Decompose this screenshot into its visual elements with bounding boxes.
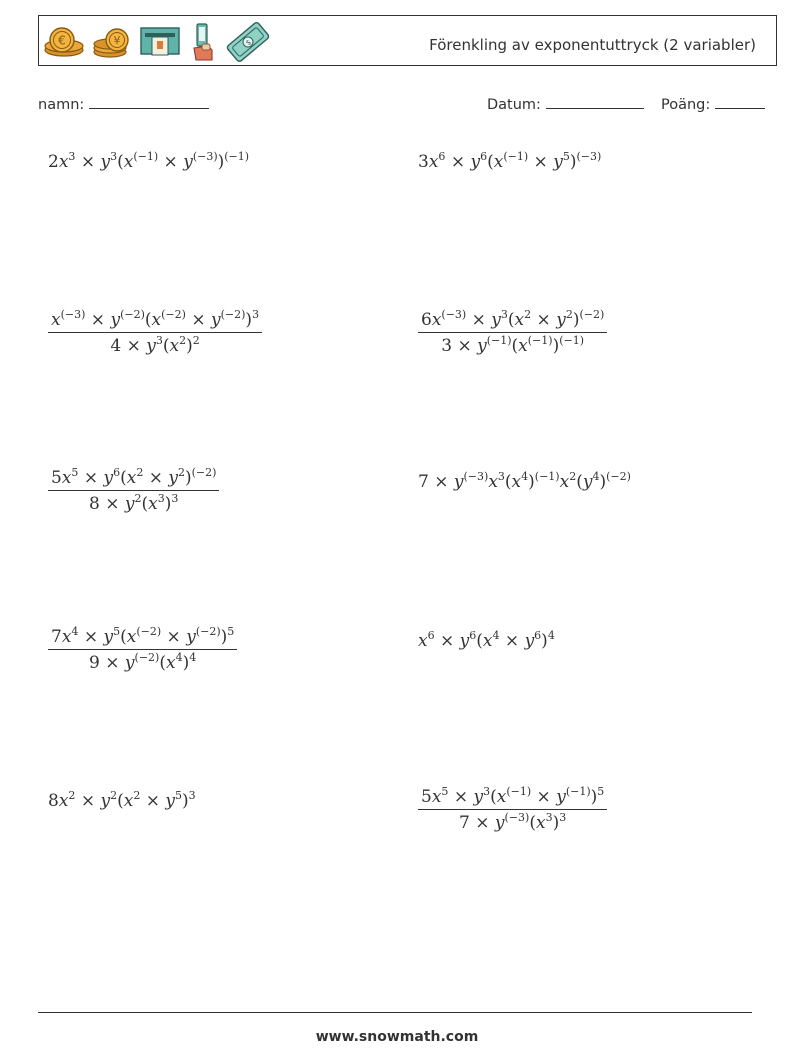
svg-text:€: € [58, 33, 66, 48]
phone-payment-icon [188, 22, 218, 62]
problem-9: $8x^2 \times y^2(x^2 \times y^5)^3$ [48, 789, 196, 811]
euro-coins-icon [42, 26, 86, 58]
header-icons [42, 22, 272, 62]
problem-4: $\frac{6x^{(-3)} \times y^3(x^2 \times y^2)^{(-2)}}{3 \times y^{(-1)}(x^{(-1)})^{(-1)}}$ [418, 310, 607, 356]
atm-icon [138, 25, 182, 59]
problem-2: $3x^6 \times y^6(x^{(-1)} \times y^5)^{(-3)}$ [418, 150, 602, 172]
date-label: Datum: [487, 97, 541, 113]
name-field [38, 94, 209, 113]
problem-1: $2x^3 \times y^3(x^{(-1)} \times y^{(-3)})^{(-1)}$ [48, 150, 250, 172]
problem-5: $\frac{5x^5 \times y^6(x^2 \times y^2)^{(-2)}}{8 \times y^2(x^3)^3}$ [48, 468, 219, 514]
banknote-icon [224, 22, 272, 62]
name-label: namn: [38, 97, 85, 113]
score-label: Poäng: [661, 97, 711, 113]
problem-8: $x^6 \times y^6(x^4 \times y^6)^4$ [418, 629, 555, 651]
footer-divider [38, 1012, 752, 1013]
name-line[interactable] [89, 94, 209, 109]
yen-coins-icon [92, 26, 132, 58]
score-line[interactable] [715, 94, 765, 109]
problem-3: $\frac{x^{(-3)} \times y^{(-2)}(x^{(-2)} \times y^{(-2)})^3}{4 \times y^3(x^2)^2}$ [48, 310, 262, 356]
footer-url[interactable]: www.snowmath.com [315, 1029, 479, 1045]
svg-text:$: $ [244, 38, 253, 48]
problem-10: $\frac{5x^5 \times y^3(x^{(-1)} \times y^{(-1)})^5}{7 \times y^{(-3)}(x^3)^3}$ [418, 787, 607, 833]
worksheet-title: Förenkling av exponentuttryck (2 variabler) [429, 36, 756, 54]
svg-text:¥: ¥ [113, 34, 121, 47]
problem-6: $7 \times y^{(-3)}x^3(x^4)^{(-1)}x^2(y^4)^{(-2)}$ [418, 470, 631, 492]
date-field [487, 94, 644, 113]
score-field [661, 94, 765, 113]
worksheet-header [38, 15, 777, 66]
date-line[interactable] [546, 94, 644, 109]
problem-7: $\frac{7x^4 \times y^5(x^{(-2)} \times y^{(-2)})^5}{9 \times y^{(-2)}(x^4)^4}$ [48, 627, 237, 673]
